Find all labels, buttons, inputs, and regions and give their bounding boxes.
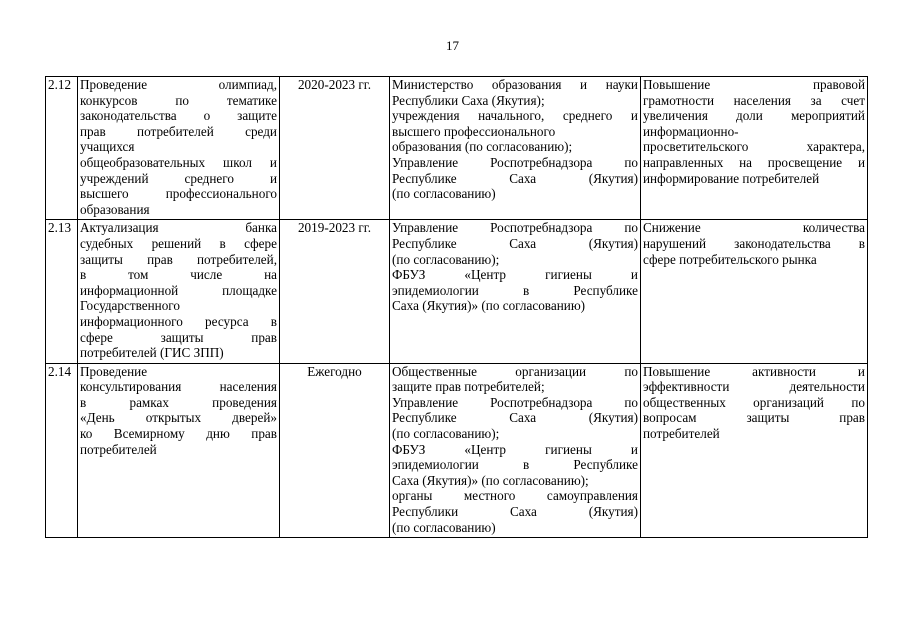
executor-cell: [390, 363, 641, 538]
executor-cell-line: Республике Саха (Якутия): [392, 410, 638, 426]
event-cell-line: высшего профессионального: [80, 186, 277, 202]
event-cell-line: судебных решений в сфере: [80, 235, 277, 251]
event-cell-line: потребителей: [80, 441, 157, 457]
event-cell-line: в рамках проведения: [80, 394, 277, 410]
result-cell-line: Повышение правовой: [643, 77, 865, 92]
event-cell-line: Актуализация банка: [80, 220, 277, 236]
result-cell-line: информационно-: [643, 123, 739, 139]
executor-cell-line: Республики Саха (Якутия): [392, 504, 638, 520]
event-cell-line: конкурсов по тематике: [80, 92, 277, 108]
event-cell-line: защиты прав потребителей,: [80, 251, 277, 267]
executor-cell-line: Управление Роспотребнадзора по: [392, 154, 638, 170]
result-cell-line: вопросам защиты прав: [643, 410, 865, 426]
result-cell: [641, 363, 868, 538]
event-cell-line: в том числе на: [80, 267, 277, 283]
event-cell-line: общеобразовательных школ и: [80, 154, 277, 170]
executor-cell-line: Республике Саха (Якутия): [392, 235, 638, 251]
result-cell-line: нарушений законодательства в: [643, 235, 865, 251]
event-cell-line: ко Всемирному дню прав: [80, 426, 277, 442]
executor-cell-line: Общественные организации по: [392, 363, 638, 379]
result-cell-line: направленных на просвещение и: [643, 154, 865, 170]
event-cell-line: консультирования населения: [80, 379, 277, 395]
executor-cell-line: высшего профессионального: [392, 123, 556, 139]
result-cell-line: потребителей: [643, 426, 720, 442]
event-cell: [78, 77, 280, 220]
event-cell-line: сфере защиты прав: [80, 329, 277, 345]
page-number: 17: [446, 38, 459, 53]
executor-cell-line: образования (по согласованию);: [392, 139, 573, 155]
event-cell-line: законодательства о защите: [80, 108, 277, 124]
row-number: 2.13: [46, 220, 78, 363]
table-body: [46, 77, 868, 538]
executor-cell-line: (по согласованию): [392, 519, 496, 535]
executor-cell-line: Саха (Якутия)» (по согласованию): [392, 298, 586, 314]
event-cell-line: учреждений среднего и: [80, 170, 277, 186]
event-cell-line: «День открытых дверей»: [80, 410, 277, 426]
measures-table: [45, 76, 868, 538]
result-cell-line: общественных организаций по: [643, 394, 865, 410]
row-number: 2.12: [46, 77, 78, 220]
result-cell-line: эффективности деятельности: [643, 379, 865, 395]
executor-cell: [390, 77, 641, 220]
term-cell: 2020-2023 гг.: [280, 77, 390, 220]
event-cell-line: Проведение олимпиад,: [80, 77, 277, 92]
result-cell-line: просветительского характера,: [643, 139, 865, 155]
executor-cell-line: защите прав потребителей;: [392, 379, 545, 395]
executor-cell-line: учреждения начального, среднего и: [392, 108, 638, 124]
table-row: [46, 220, 868, 363]
executor-cell-line: Республики Саха (Якутия);: [392, 92, 545, 108]
result-cell-line: Снижение количества: [643, 220, 865, 236]
event-cell-line: информационной площадке: [80, 282, 277, 298]
executor-cell-line: Саха (Якутия)» (по согласованию);: [392, 472, 589, 488]
executor-cell-line: Министерство образования и науки: [392, 77, 638, 92]
row-number: 2.14: [46, 363, 78, 538]
event-cell: [78, 363, 280, 538]
result-cell-line: сфере потребительского рынка: [643, 251, 817, 267]
result-cell-line: информирование потребителей: [643, 170, 820, 186]
executor-cell-line: Управление Роспотребнадзора по: [392, 394, 638, 410]
executor-cell-line: (по согласованию);: [392, 251, 500, 267]
event-cell: [78, 220, 280, 363]
result-cell-line: грамотности населения за счет: [643, 92, 865, 108]
table-row: [46, 363, 868, 538]
event-cell-line: информационного ресурса в: [80, 313, 277, 329]
result-cell-line: увеличения доли мероприятий: [643, 108, 865, 124]
result-cell: [641, 220, 868, 363]
executor-cell-line: (по согласованию): [392, 186, 496, 202]
executor-cell-line: ФБУЗ «Центр гигиены и: [392, 267, 638, 283]
executor-cell-line: эпидемиологии в Республике: [392, 282, 638, 298]
table-row: [46, 77, 868, 220]
executor-cell-line: Республике Саха (Якутия): [392, 170, 638, 186]
event-cell-line: учащихся: [80, 139, 135, 155]
executor-cell-line: эпидемиологии в Республике: [392, 457, 638, 473]
executor-cell-line: (по согласованию);: [392, 426, 500, 442]
event-cell-line: Государственного: [80, 298, 180, 314]
term-cell: Ежегодно: [280, 363, 390, 538]
result-cell: [641, 77, 868, 220]
executor-cell-line: ФБУЗ «Центр гигиены и: [392, 441, 638, 457]
executor-cell-line: Управление Роспотребнадзора по: [392, 220, 638, 236]
event-cell-line: потребителей (ГИС ЗПП): [80, 345, 224, 361]
event-cell-line: прав потребителей среди: [80, 123, 277, 139]
term-cell: 2019-2023 гг.: [280, 220, 390, 363]
event-cell-line: образования: [80, 201, 150, 217]
executor-cell: [390, 220, 641, 363]
result-cell-line: Повышение активности и: [643, 363, 865, 379]
event-cell-line: Проведение: [80, 363, 148, 379]
executor-cell-line: органы местного самоуправления: [392, 488, 638, 504]
